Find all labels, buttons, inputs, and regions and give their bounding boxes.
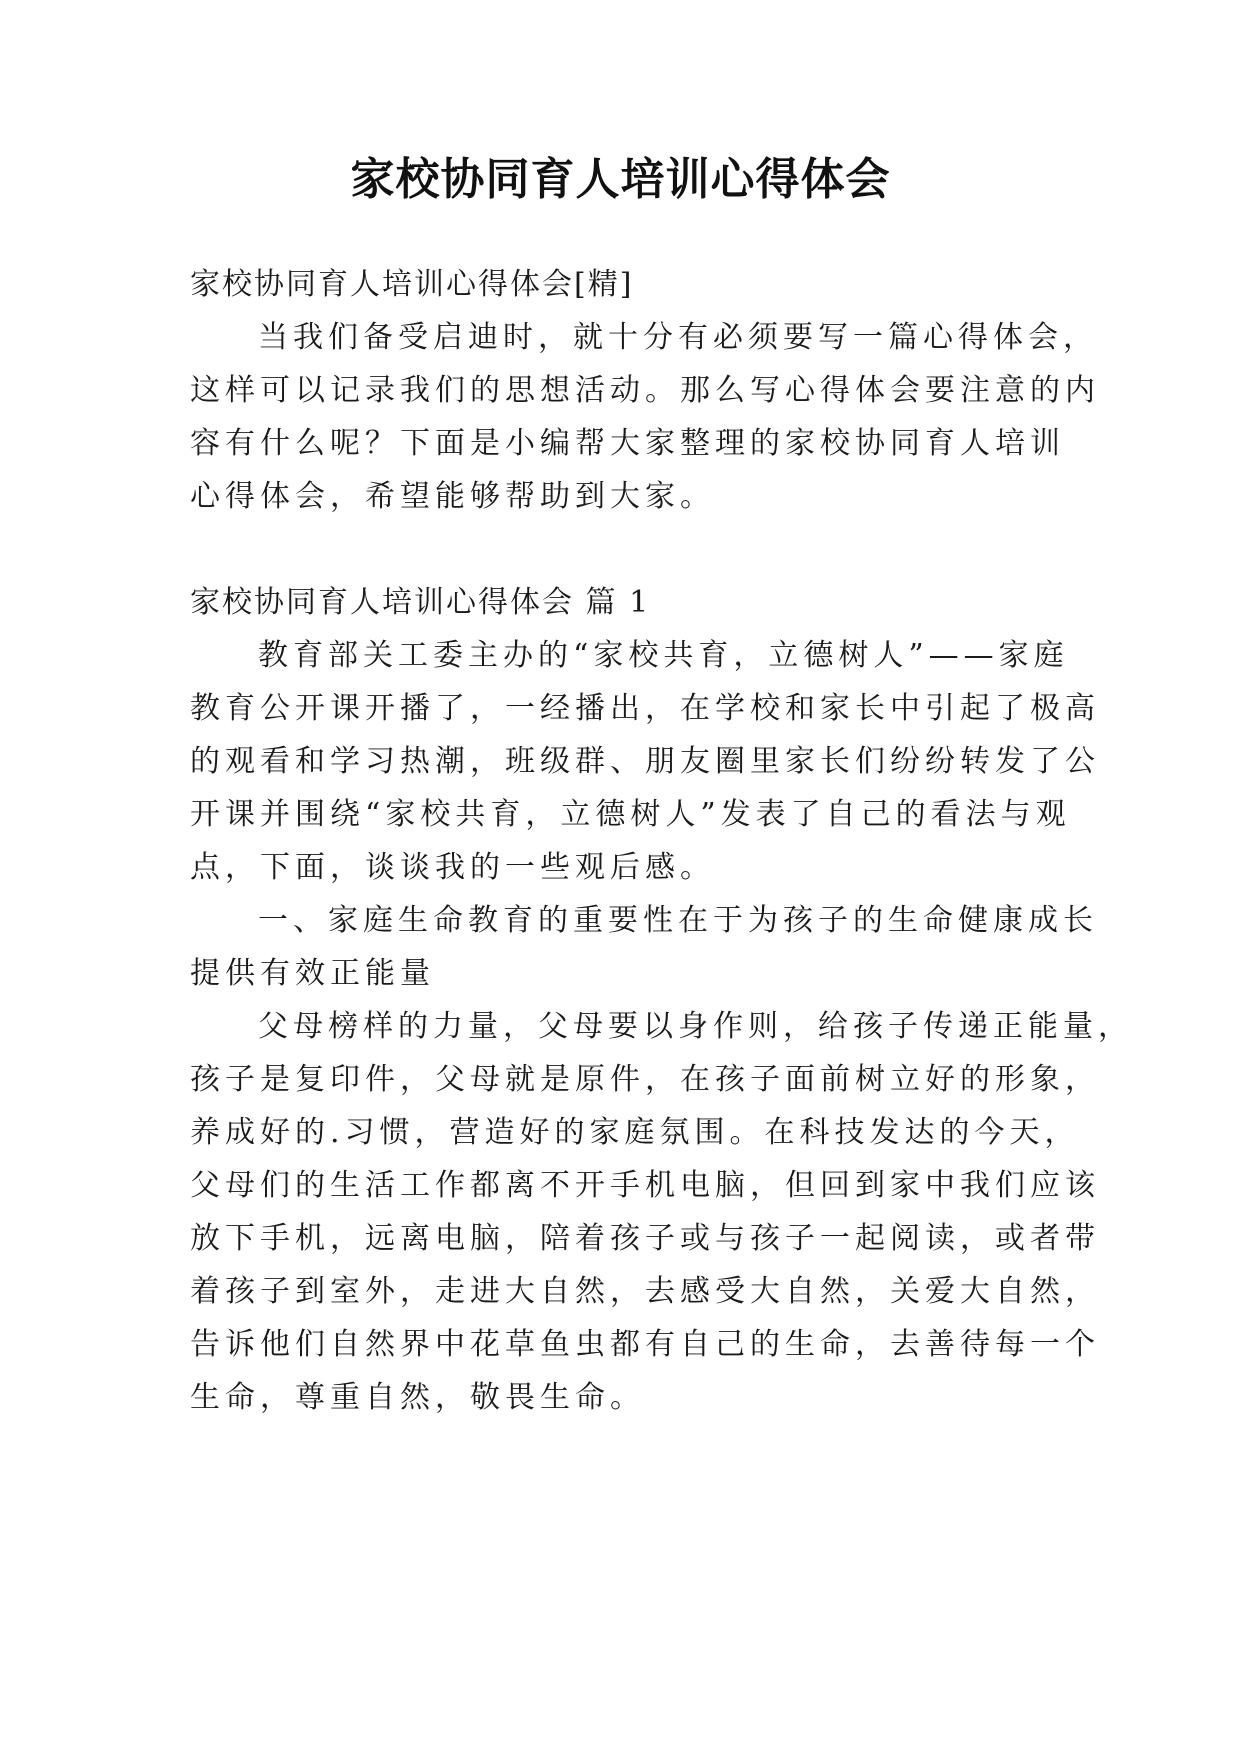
document-title: 家校协同育人培训心得体会 bbox=[350, 154, 891, 205]
paragraph-line: 养成好的.习惯，营造好的家庭氛围。在科技发达的今天， bbox=[190, 1115, 1080, 1150]
paragraph-line: 点，下面，谈谈我的一些观后感。 bbox=[190, 850, 715, 885]
paragraph-line: 放下手机，远离电脑，陪着孩子或与孩子一起阅读，或者带 bbox=[190, 1221, 1100, 1256]
paragraph-line: 着孩子到室外，走进大自然，去感受大自然，关爱大自然， bbox=[190, 1274, 1100, 1309]
paragraph-line: 告诉他们自然界中花草鱼虫都有自己的生命，去善待每一个 bbox=[190, 1327, 1100, 1362]
paragraph-line: 孩子是复印件，父母就是原件，在孩子面前树立好的形象， bbox=[190, 1062, 1100, 1097]
intro-line: 容有什么呢？下面是小编帮大家整理的家校协同育人培训 bbox=[190, 426, 1065, 461]
point-heading-line: 提供有效正能量 bbox=[190, 956, 435, 991]
paragraph-line: 教育部关工委主办的“家校共育，立德树人”——家庭 bbox=[258, 638, 1069, 673]
paragraph-line: 父母们的生活工作都离不开手机电脑，但回到家中我们应该 bbox=[190, 1168, 1100, 1203]
paragraph-line: 的观看和学习热潮，班级群、朋友圈里家长们纷纷转发了公 bbox=[190, 744, 1100, 779]
intro-line: 这样可以记录我们的思想活动。那么写心得体会要注意的内 bbox=[190, 373, 1100, 408]
paragraph-line: 父母榜样的力量，父母要以身作则，给孩子传递正能量， bbox=[258, 1009, 1133, 1044]
point-heading-line: 一、家庭生命教育的重要性在于为孩子的生命健康成长 bbox=[258, 903, 1098, 938]
paragraph-line: 生命，尊重自然，敬畏生命。 bbox=[190, 1380, 645, 1415]
document-subtitle: 家校协同育人培训心得体会[精] bbox=[190, 267, 634, 302]
section-heading: 家校协同育人培训心得体会 篇 1 bbox=[190, 585, 651, 620]
paragraph-line: 教育公开课开播了，一经播出，在学校和家长中引起了极高 bbox=[190, 691, 1100, 726]
paragraph-line: 开课并围绕“家校共育，立德树人”发表了自己的看法与观 bbox=[190, 797, 1071, 832]
intro-line: 当我们备受启迪时，就十分有必须要写一篇心得体会， bbox=[258, 320, 1098, 355]
intro-line: 心得体会，希望能够帮助到大家。 bbox=[190, 479, 715, 514]
